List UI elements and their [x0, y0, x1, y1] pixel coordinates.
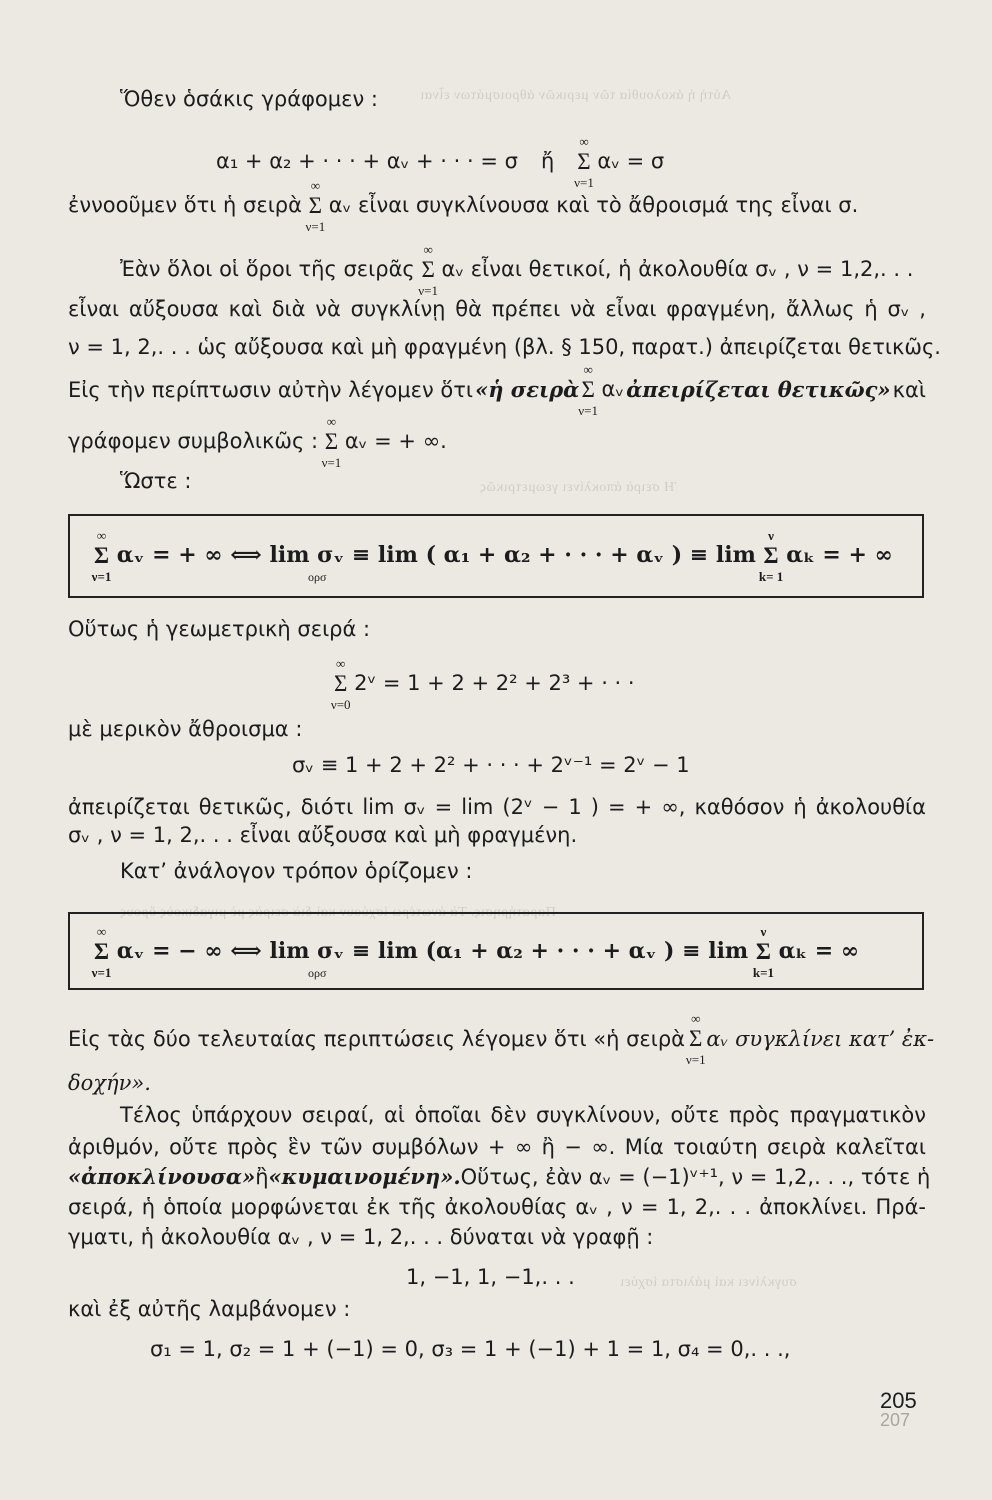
sigma-symbol	[752, 924, 774, 980]
sigma-lower: ν=1	[578, 403, 598, 418]
text-line: σᵥ , ν = 1, 2,. . . εἶναι αὔξουσα καὶ μὴ φραγμένη.	[68, 823, 578, 847]
sigma-upper: ∞	[579, 134, 589, 149]
sigma-lower: ν=1	[305, 219, 326, 234]
text-emphasis: «ἡ σειρὰ	[475, 376, 580, 402]
formula-left: α₁ + α₂ + · · · + αᵥ + · · · = σ	[216, 149, 518, 173]
text-emphasis: ἀπειρίζεται θετικῶς»	[626, 376, 891, 402]
sigma-glyph: Σ	[581, 377, 595, 402]
sigma-symbol	[578, 362, 598, 418]
limit-subscript: ορσ	[308, 966, 327, 980]
sigma-symbol	[305, 178, 326, 234]
sigma-upper: ∞	[310, 178, 320, 193]
text-line: ἀριθμόν, οὔτε πρὸς ἓν τῶν συμβόλων + ∞ ἢ − ∞. Μία τοιαύτη σειρὰ καλεῖται	[68, 1135, 926, 1159]
text-emphasis: «κυμαινομένη».	[268, 1164, 461, 1189]
sigma-glyph: Σ	[421, 257, 435, 282]
text-emphasis: «ἀποκλίνουσα»	[68, 1164, 256, 1189]
text-line: Οὕτως ἡ γεωμετρικὴ σειρά :	[68, 617, 371, 641]
sigma-upper: ∞	[423, 242, 433, 257]
sigma-glyph: Σ	[94, 543, 110, 568]
sigma-lower: ν=1	[418, 283, 438, 298]
text-line: μὲ μερικὸν ἄθροισμα :	[68, 717, 303, 741]
formula-geometric-series	[330, 656, 635, 712]
text-line	[68, 362, 926, 418]
bleed-through-text: συγκλίνει καὶ μάλιστα ἰσχύει	[620, 1275, 797, 1290]
partial-sums-formula: σ₁ = 1, σ₂ = 1 + (−1) = 0, σ₃ = 1 + (−1) + 1 = 1, σ₄ = 0,. . .,	[150, 1337, 791, 1361]
text-fragment: αᵥ = + ∞.	[344, 429, 447, 453]
sigma-glyph: Σ	[94, 939, 110, 964]
sigma-symbol	[321, 414, 342, 470]
text-fragment: ἢ	[255, 1165, 269, 1189]
page-number: 205	[880, 1388, 917, 1413]
text-line	[68, 1164, 931, 1190]
text-line: Ὥστε :	[120, 469, 192, 493]
formula-text: αₖ = + ∞	[786, 542, 893, 568]
sigma-glyph: Σ	[689, 1026, 703, 1051]
text-fragment: καὶ	[892, 377, 926, 402]
formula-text: αᵥ = + ∞ ⟺ lim σᵥ ≡ lim ( α₁ + α₂ + · · · + αᵥ ) ≡ lim	[116, 542, 756, 568]
sigma-lower: k= 1	[758, 569, 784, 584]
sigma-glyph: Σ	[755, 939, 771, 964]
formula-text: 2ᵛ = 1 + 2 + 2² + 2³ + · · ·	[354, 671, 635, 695]
sigma-symbol	[91, 528, 112, 584]
text-fragment: γράφομεν συμβολικῶς :	[68, 429, 319, 453]
text-line: σειρά, ἡ ὁποία μορφώνεται ἐκ τῆς ἀκολουθίας αᵥ , ν = 1, 2,. . . ἀποκλίνει. Πρά-	[68, 1195, 926, 1219]
sigma-upper: ∞	[96, 528, 107, 543]
sigma-symbol	[418, 242, 438, 298]
sigma-lower: ν=1	[91, 569, 112, 584]
text-line: Κατ’ ἀνάλογον τρόπον ὁρίζομεν :	[120, 859, 473, 883]
formula-or: ἤ	[540, 149, 555, 173]
sigma-lower: ν=1	[574, 175, 594, 190]
sigma-lower: ν=1	[91, 965, 112, 980]
ghost-page-number: 207	[880, 1410, 911, 1430]
sigma-glyph: Σ	[763, 543, 779, 568]
sigma-symbol	[91, 924, 112, 980]
text-line: καὶ ἐξ αὐτῆς λαμβάνομεν :	[68, 1297, 351, 1321]
text-line: Τέλος ὑπάρχουν σειραί, αἱ ὁποῖαι δὲν συγκλίνουν, οὔτε πρὸς πραγματικὸν	[120, 1103, 926, 1127]
text-line	[120, 242, 914, 298]
text-fragment: αᵥ	[601, 377, 625, 401]
sigma-lower: k=1	[752, 965, 774, 980]
text-line: δοχήν».	[68, 1071, 151, 1095]
formula-right: αᵥ = σ	[597, 149, 665, 173]
text-line: Ὅθεν ὁσάκις γράφομεν :	[120, 87, 378, 111]
text-fragment: Εἰς τὴν περίπτωσιν αὐτὴν λέγομεν ὅτι	[68, 377, 473, 402]
text-line	[68, 178, 859, 234]
formula-text: αᵥ = − ∞ ⟺ lim σᵥ ≡ lim (α₁ + α₂ + · · · + αᵥ ) ≡ lim	[116, 938, 749, 964]
sigma-symbol	[574, 134, 594, 190]
text-fragment: ἐννοοῦμεν ὅτι ἡ σειρὰ	[68, 193, 302, 217]
sigma-lower: ν=0	[330, 697, 351, 712]
text-fragment: αᵥ εἶναι θετικοί, ἡ ἀκολουθία σᵥ , ν = 1,2,. . .	[441, 257, 914, 281]
sigma-upper: ∞	[326, 414, 337, 429]
sigma-lower: ν=1	[321, 455, 342, 470]
text-line: ν = 1, 2,. . . ὡς αὔξουσα καὶ μὴ φραγμένη (βλ. § 150, παρατ.) ἀπειρίζεται θετικῶς.	[68, 335, 941, 359]
text-line: εἶναι αὔξουσα καὶ διὰ νὰ συγκλίνῃ θὰ πρέπει νὰ εἶναι φραγμένη, ἄλλως ἡ σᵥ ,	[68, 297, 926, 321]
bleed-through-text: Παρατήρησις. Τὰ ἀνωτέρω ἰσχύουν καὶ διὰ σειρὰς μὲ μιγαδικοὺς ὅρους	[120, 905, 556, 920]
text-line	[68, 414, 447, 470]
sigma-glyph: Σ	[577, 149, 591, 174]
definition-box-minus-infinity	[68, 912, 924, 990]
sigma-glyph: Σ	[334, 671, 348, 696]
sigma-symbol	[330, 656, 351, 712]
definition-box-plus-infinity	[68, 514, 924, 598]
text-fragment: Εἰς τὰς δύο τελευταίας περιπτώσεις λέγομεν ὅτι «ἡ σειρὰ	[68, 1027, 686, 1051]
text-fragment: Οὕτως, ἐὰν αᵥ = (−1)ᵛ⁺¹, ν = 1,2,. . ., τότε ἡ	[460, 1165, 931, 1189]
formula-partial-sum: σᵥ ≡ 1 + 2 + 2² + · · · + 2ᵛ⁻¹ = 2ᵛ − 1	[292, 753, 690, 777]
text-line: γματι, ἡ ἀκολουθία αᵥ , ν = 1, 2,. . . δύναται νὰ γραφῇ :	[68, 1225, 654, 1249]
bleed-through-text: Ἡ σειρὰ ἀποκλίνει γεωμετρικῶς	[480, 480, 677, 495]
text-fragment: αᵥ εἶναι συγκλίνουσα καὶ τὸ ἄθροισμά της εἶναι σ.	[328, 193, 859, 217]
limit-subscript: ορσ	[308, 570, 327, 584]
sigma-upper: ν	[760, 924, 767, 939]
text-emphasis: αᵥ συγκλίνει κατ’ ἐκ-	[706, 1027, 935, 1051]
sigma-upper: ∞	[96, 924, 107, 939]
formula-series-sum	[216, 134, 665, 190]
sigma-upper: ν	[768, 528, 774, 543]
bleed-through-text: Αὐτὴ ἡ ἀκολουθία τῶν μερικῶν ἀθροισμάτων εἶναι	[420, 88, 732, 103]
sigma-symbol	[758, 528, 784, 584]
sigma-glyph: Σ	[308, 193, 323, 218]
sigma-term	[578, 362, 625, 418]
text-line: ἀπειρίζεται θετικῶς, διότι lim σᵥ = lim (2ᵛ − 1 ) = + ∞, καθόσον ἡ ἀκολουθία	[68, 795, 926, 819]
sigma-glyph: Σ	[324, 429, 339, 454]
sigma-lower: ν=1	[685, 1052, 706, 1067]
sigma-upper: ∞	[691, 1011, 701, 1026]
sigma-upper: ∞	[583, 362, 593, 377]
text-fragment: Ἐὰν ὅλοι οἱ ὅροι τῆς σειρᾶς	[120, 257, 415, 281]
text-line	[68, 1011, 935, 1067]
sequence-values: 1, −1, 1, −1,. . .	[406, 1265, 575, 1289]
sigma-upper: ∞	[336, 656, 346, 671]
sigma-symbol	[685, 1011, 706, 1067]
formula-text: αₖ = ∞	[778, 938, 860, 964]
